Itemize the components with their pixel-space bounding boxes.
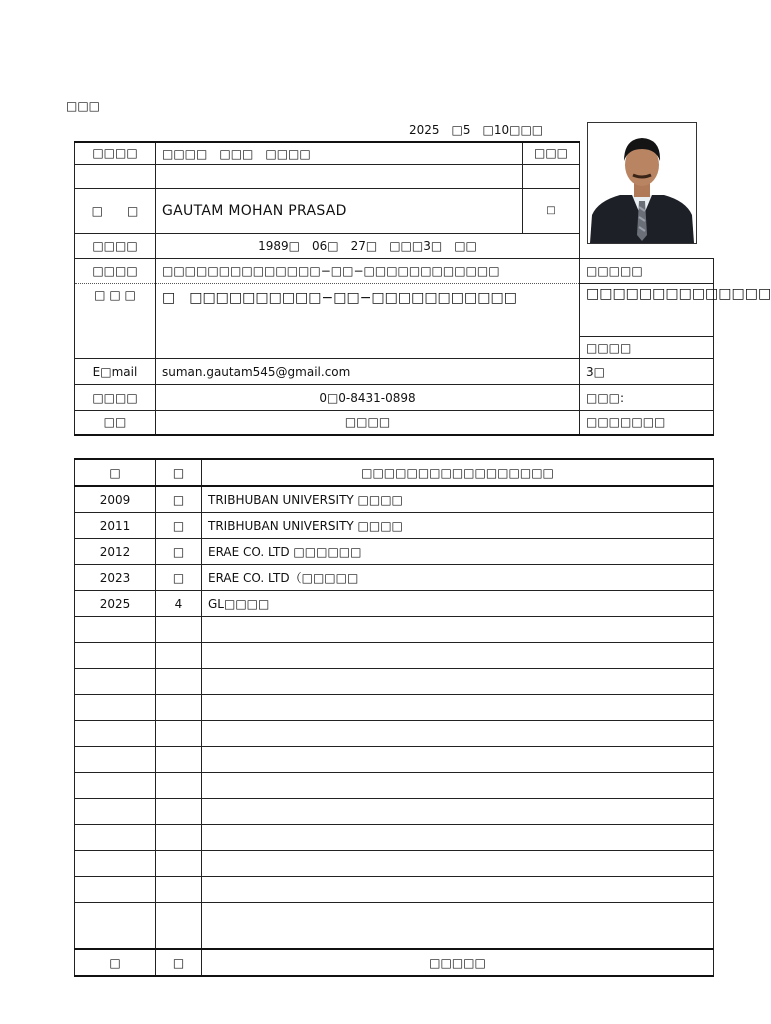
contact-info-table [74, 258, 771, 436]
history-year-cell[interactable] [75, 617, 156, 643]
header-month: □ [156, 459, 202, 486]
station-value[interactable]: □□□□□□□□□□□□□□ [580, 284, 714, 337]
history-content-cell[interactable] [202, 643, 714, 669]
history-content-cell[interactable]: TRIBHUBAN UNIVERSITY □□□□ [202, 486, 714, 513]
history-content-cell[interactable] [202, 773, 714, 799]
history-month-cell[interactable] [156, 695, 202, 721]
address-value[interactable]: □ □□□□□□□□□□−□□−□□□□□□□□□□□ [156, 284, 580, 359]
history-year-cell[interactable] [75, 825, 156, 851]
history-content-cell[interactable] [202, 721, 714, 747]
history-month-cell[interactable] [156, 825, 202, 851]
history-year-cell[interactable] [75, 747, 156, 773]
table-row [75, 773, 714, 799]
history-content-cell[interactable] [202, 617, 714, 643]
history-month-cell[interactable] [156, 773, 202, 799]
address-furigana-value[interactable]: □□□□□□□□□□□□□□−□□−□□□□□□□□□□□□ [156, 259, 580, 284]
history-content-cell[interactable] [202, 747, 714, 773]
history-month-cell[interactable] [156, 643, 202, 669]
table-row [75, 721, 714, 747]
misc-value[interactable]: □□□□ [156, 411, 580, 435]
history-month-cell[interactable] [156, 721, 202, 747]
footer-year: □ [75, 949, 156, 976]
table-row [75, 539, 714, 565]
history-month-cell[interactable] [156, 877, 202, 903]
misc-label: □□ [75, 411, 156, 435]
history-year-cell[interactable]: 2012 [75, 539, 156, 565]
history-year-cell[interactable]: 2025 [75, 591, 156, 617]
table-row [75, 877, 714, 903]
history-month-cell[interactable]: □ [156, 513, 202, 539]
history-content-cell[interactable] [202, 877, 714, 903]
table-row [75, 825, 714, 851]
table-row [75, 565, 714, 591]
history-month-cell[interactable] [156, 799, 202, 825]
document-label: □□□ [66, 99, 101, 113]
history-month-cell[interactable] [156, 669, 202, 695]
station-label: □□□□□ [580, 259, 714, 284]
history-year-cell[interactable] [75, 877, 156, 903]
birth-label: □□□□ [75, 233, 156, 258]
birth-value[interactable]: 1989□ 06□ 27□ □□□3□ □□ [156, 233, 580, 258]
table-row [75, 513, 714, 539]
history-month-cell[interactable]: □ [156, 486, 202, 513]
history-month-cell[interactable] [156, 747, 202, 773]
history-month-cell[interactable] [156, 851, 202, 877]
history-month-cell[interactable]: 4 [156, 591, 202, 617]
name-label: □ □ [75, 188, 156, 233]
table-row [75, 747, 714, 773]
history-year-cell[interactable] [75, 669, 156, 695]
gender-mark[interactable]: □ [523, 188, 580, 233]
history-footer-row [75, 949, 714, 976]
history-year-cell[interactable] [75, 851, 156, 877]
history-year-cell[interactable] [75, 773, 156, 799]
history-month-cell[interactable] [156, 617, 202, 643]
history-content-cell[interactable]: TRIBHUBAN UNIVERSITY □□□□ [202, 513, 714, 539]
history-year-cell[interactable] [75, 643, 156, 669]
table-row [75, 695, 714, 721]
furigana-label: □□□□ [75, 142, 156, 164]
address-furigana-label: □□□□ [75, 259, 156, 284]
table-row [75, 669, 714, 695]
dependents-label: □□□□□□□ [580, 411, 714, 435]
commute-value[interactable]: 3□ [580, 359, 714, 385]
applicant-photo [587, 122, 697, 244]
table-row [75, 643, 714, 669]
history-year-cell[interactable] [75, 695, 156, 721]
furigana-spacer [75, 164, 156, 188]
email-value[interactable]: suman.gautam545@gmail.com [156, 359, 580, 385]
photo-corner-spacer [523, 164, 580, 188]
name-value[interactable]: GAUTAM MOHAN PRASAD [156, 188, 523, 233]
table-row [75, 903, 714, 950]
history-month-cell[interactable]: □ [156, 565, 202, 591]
history-content-cell[interactable] [202, 669, 714, 695]
history-content-cell[interactable]: ERAE CO. LTD（□□□□□ [202, 565, 714, 591]
table-row [75, 851, 714, 877]
phone-value[interactable]: 0□0-8431-0898 [156, 385, 580, 411]
history-year-cell[interactable] [75, 799, 156, 825]
history-year-cell[interactable]: 2023 [75, 565, 156, 591]
history-year-cell[interactable]: 2009 [75, 486, 156, 513]
history-year-cell[interactable] [75, 903, 156, 950]
portrait-image [588, 123, 696, 243]
history-month-cell[interactable]: □ [156, 539, 202, 565]
header-year: □ [75, 459, 156, 486]
footer-month: □ [156, 949, 202, 976]
history-month-cell[interactable] [156, 903, 202, 950]
address-label: □ □ □ [75, 284, 156, 359]
header-content: □□□□□□□□□□□□□□□□□ [202, 459, 714, 486]
history-year-cell[interactable] [75, 721, 156, 747]
family-label: □□□: [580, 385, 714, 411]
commute-label: □□□□ [580, 337, 714, 359]
furigana-spacer-value [156, 164, 523, 188]
history-content-cell[interactable]: ERAE CO. LTD □□□□□□ [202, 539, 714, 565]
table-row [75, 799, 714, 825]
history-content-cell[interactable] [202, 903, 714, 950]
personal-info-table [74, 141, 580, 259]
history-content-cell[interactable] [202, 825, 714, 851]
phone-label: □□□□ [75, 385, 156, 411]
history-content-cell[interactable] [202, 851, 714, 877]
photo-corner-label: □□□ [523, 142, 580, 164]
history-content-cell[interactable] [202, 799, 714, 825]
document-date: 2025 □5 □10□□□ [409, 123, 544, 137]
email-label: E□mail [75, 359, 156, 385]
table-row [75, 486, 714, 513]
history-table [74, 458, 714, 977]
table-row [75, 591, 714, 617]
footer-content: □□□□□ [202, 949, 714, 976]
history-content-cell[interactable]: GL□□□□ [202, 591, 714, 617]
history-header-row [75, 459, 714, 486]
history-content-cell[interactable] [202, 695, 714, 721]
history-year-cell[interactable]: 2011 [75, 513, 156, 539]
furigana-value[interactable]: □□□□ □□□ □□□□ [156, 142, 523, 164]
table-row [75, 617, 714, 643]
